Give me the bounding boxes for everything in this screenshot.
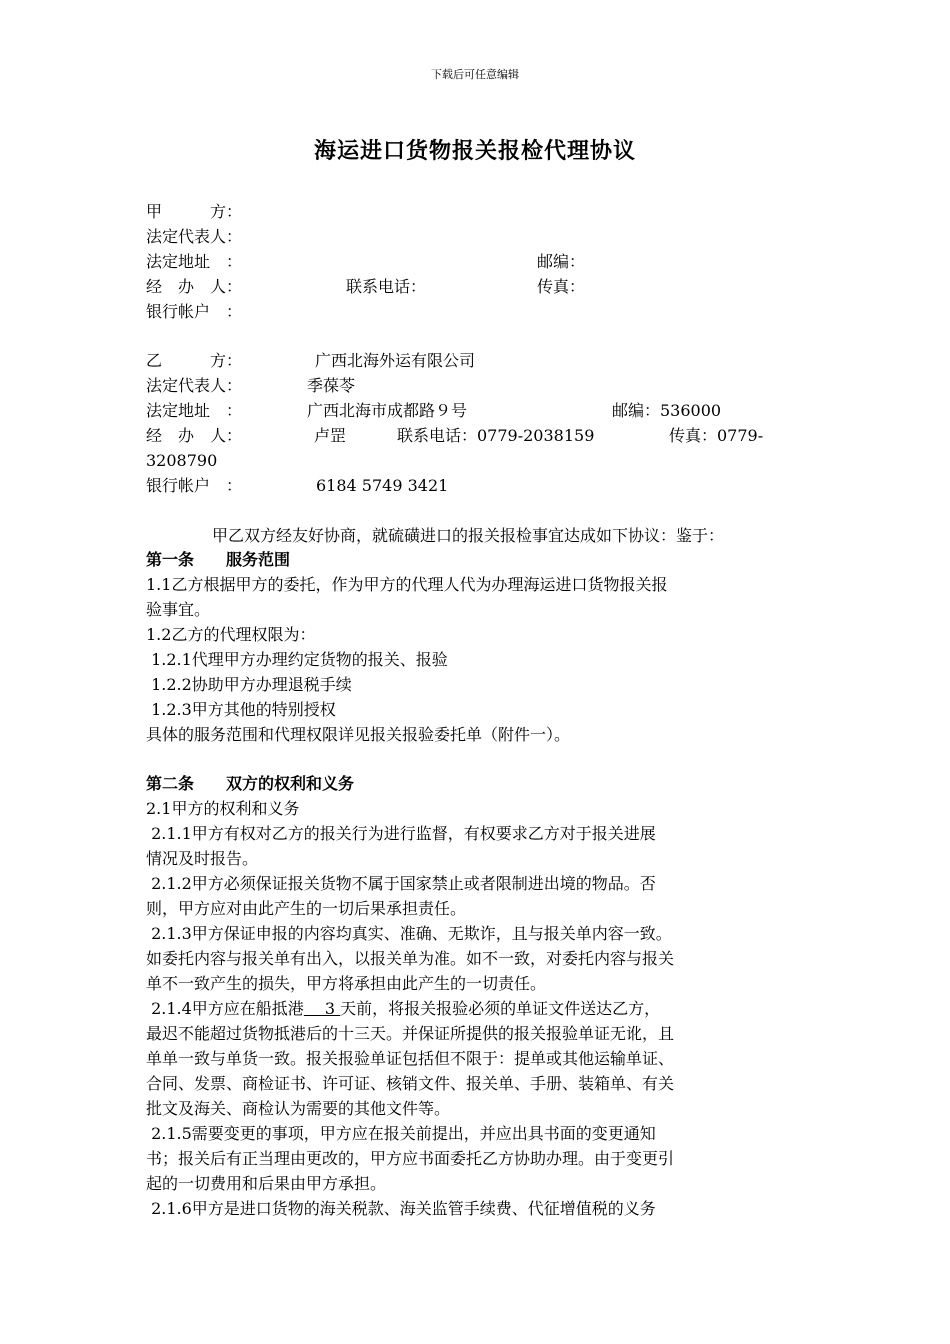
clause-1-1-cont: 验事宜。: [146, 600, 211, 619]
intro-paragraph: 甲乙双方经友好协商，就硫磺进口的报关报检事宜达成如下协议：鉴于：: [212, 526, 725, 545]
party-a-rep-label: 法定代表人：: [146, 227, 243, 246]
clause-2-1-6: 2.1.6甲方是进口货物的海关税款、海关监管手续费、代征增值税的义务: [146, 1199, 656, 1218]
clause-2-1-5: 2.1.5需要变更的事项，甲方应在报关前提出，并应出具书面的变更通知: [146, 1124, 656, 1143]
party-a-label: 甲 方：: [146, 202, 243, 221]
party-b-rep-label: 法定代表人：: [146, 376, 243, 395]
party-b-agent-label: 经 办 人：: [146, 426, 243, 445]
party-b-name: 广西北海外运有限公司: [315, 351, 476, 370]
party-a-phone-label: 联系电话：: [346, 277, 427, 296]
clause-2-1-5-cont-1: 书；报关后有正当理由更改的，甲方应书面委托乙方协助办理。由于变更引: [146, 1149, 675, 1168]
clause-2-1-1: 2.1.1甲方有权对乙方的报关行为进行监督，有权要求乙方对于报关进展: [146, 824, 656, 843]
clause-2-1-4-cont-1: 最迟不能超过货物抵港后的十三天。并保证所提供的报关报验单证无讹，且: [146, 1024, 675, 1043]
party-b-bank: 6184 5749 3421: [316, 476, 449, 495]
page-header: 下载后可任意编辑: [431, 68, 519, 81]
clause-1-2-2: 1.2.2协助甲方办理退税手续: [146, 675, 352, 694]
days-before-arrival: 3: [303, 999, 341, 1018]
party-b-rep: 季葆苓: [307, 376, 356, 395]
party-b-phone: 联系电话：0779-2038159: [397, 426, 595, 445]
party-b-bank-label: 银行帐户 ：: [146, 476, 243, 495]
clause-2-1-3-cont-1: 如委托内容与报关单有出入，以报关单为准。如不一致，对委托内容与报关: [146, 949, 675, 968]
party-b-agent: 卢罡: [314, 426, 347, 445]
party-b-fax: 传真：0779-: [669, 426, 764, 445]
party-a-agent-label: 经 办 人：: [146, 277, 243, 296]
clause-2-1-4-cont-2: 单单一致与单货一致。报关报验单证包括但不限于：提单或其他运输单证、: [146, 1049, 675, 1068]
clause-2-1-4-cont-3: 合同、发票、商检证书、许可证、核销文件、报关单、手册、装箱单、有关: [146, 1074, 675, 1093]
party-b-label: 乙 方：: [146, 351, 243, 370]
clause-2-1-4: [146, 997, 660, 1021]
article-1-title: 第一条 服务范围: [146, 550, 291, 569]
party-b-addr-label: 法定地址 ：: [146, 401, 243, 420]
clause-2-1-2-cont: 则，甲方应对由此产生的一切后果承担责任。: [146, 899, 467, 918]
party-b-zip: 邮编：536000: [612, 401, 722, 420]
clause-2-1-5-cont-2: 起的一切费用和后果由甲方承担。: [146, 1174, 387, 1193]
party-a-fax-label: 传真：: [537, 277, 586, 296]
article-2-title: 第二条 双方的权利和义务: [146, 774, 355, 793]
clause-1-scope-note: 具体的服务范围和代理权限详见报关报验委托单（附件一）。: [146, 725, 571, 744]
party-b-addr: 广西北海市成都路９号: [307, 401, 468, 420]
clause-2-1-2: 2.1.2甲方必须保证报关货物不属于国家禁止或者限制进出境的物品。否: [146, 874, 656, 893]
party-b-fax-continued: 3208790: [146, 451, 218, 470]
clause-2-1-3: 2.1.3甲方保证申报的内容均真实、准确、无欺诈，且与报关单内容一致。: [146, 924, 672, 943]
clause-1-2-1: 1.2.1代理甲方办理约定货物的报关、报验: [146, 650, 448, 669]
party-a-zip-label: 邮编：: [537, 252, 586, 271]
clause-2-1-3-cont-2: 单不一致产生的损失，甲方将承担由此产生的一切责任。: [146, 974, 547, 993]
clause-2-1-4-text-pre: 2.1.4甲方应在船抵港: [146, 999, 304, 1018]
party-a-addr-label: 法定地址 ：: [146, 252, 243, 271]
clause-1-2-3: 1.2.3甲方其他的特别授权: [146, 700, 336, 719]
clause-2-1-4-cont-4: 批文及海关、商检认为需要的其他文件等。: [146, 1099, 451, 1118]
clause-2-1-4-text-post: 天前，将报关报验必须的单证文件送达乙方，: [340, 999, 661, 1018]
clause-1-2: 1.2乙方的代理权限为：: [146, 625, 316, 644]
document-title: 海运进口货物报关报检代理协议: [313, 138, 636, 164]
clause-2-1: 2.1甲方的权利和义务: [146, 799, 300, 818]
clause-1-1: 1.1乙方根据甲方的委托，作为甲方的代理人代为办理海运进口货物报关报: [146, 575, 668, 594]
party-a-bank-label: 银行帐户 ：: [146, 302, 243, 321]
clause-2-1-1-cont: 情况及时报告。: [146, 849, 259, 868]
